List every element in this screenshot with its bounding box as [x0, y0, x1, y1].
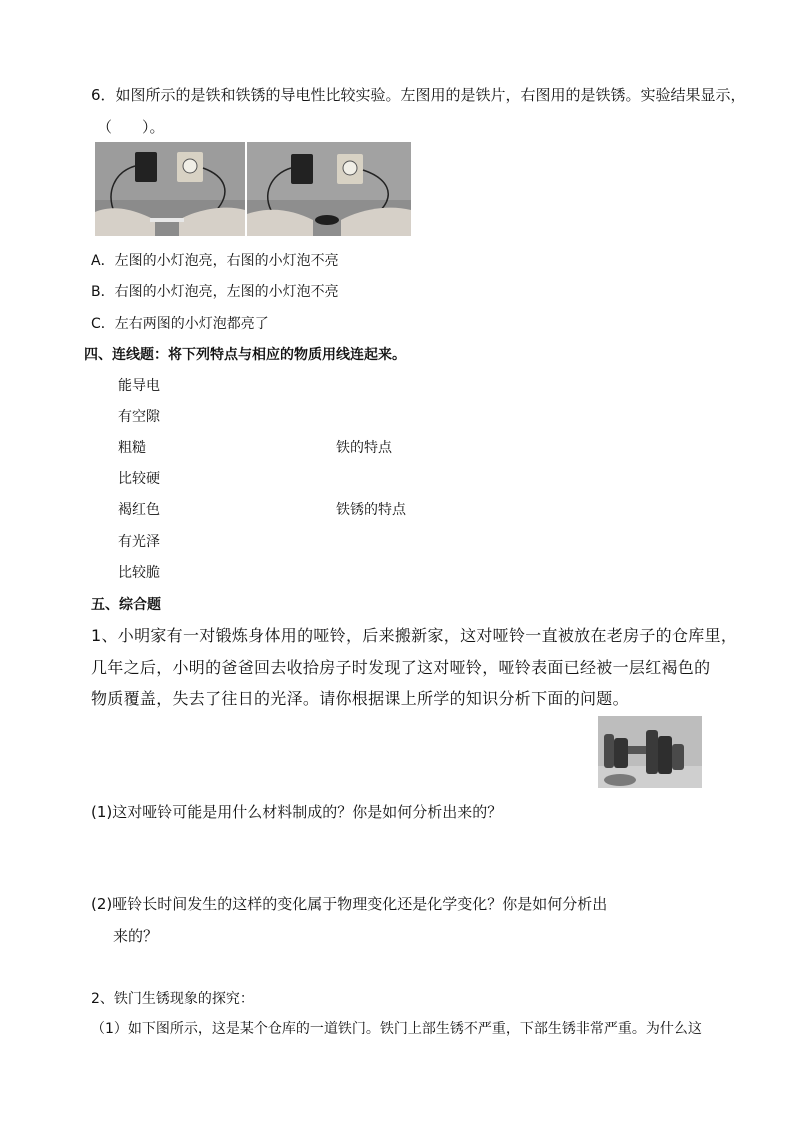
- dumbbell-photo: [598, 716, 702, 788]
- p1-line1: 1、小明家有一对锻炼身体用的哑铃，后来搬新家，这对哑铃一直被放在老房子的仓库里，: [91, 626, 738, 645]
- option-a: A．左图的小灯泡亮，右图的小灯泡不亮: [91, 253, 339, 269]
- match-left-item: 有空隙: [118, 409, 160, 425]
- match-left-item: 粗糙: [118, 440, 146, 456]
- match-right-item: 铁的特点: [336, 440, 392, 456]
- section5-heading: 五、综合题: [91, 597, 161, 613]
- q2-line2: 来的？: [113, 927, 159, 945]
- p2-q1: （1）如下图所示，这是某个仓库的一道铁门。铁门上部生锈不严重，下部生锈非常严重。为什么这: [91, 1021, 702, 1037]
- iron-sheet-circuit-photo: [95, 142, 245, 236]
- match-left-item: 比较硬: [118, 471, 160, 487]
- q1: (1)这对哑铃可能是用什么材料制成的？你是如何分析出来的？: [91, 803, 503, 821]
- match-left-item: 比较脆: [118, 565, 160, 581]
- option-b: B．右图的小灯泡亮，左图的小灯泡不亮: [91, 284, 339, 300]
- match-left-item: 褐红色: [118, 502, 160, 518]
- q6-line1: 6．如图所示的是铁和铁锈的导电性比较实验。左图用的是铁片，右图用的是铁锈。实验结果显示，: [91, 86, 746, 104]
- p1-line2: 几年之后，小明的爸爸回去收拾房子时发现了这对哑铃，哑铃表面已经被一层红褐色的: [91, 658, 711, 677]
- p1-line3: 物质覆盖，失去了往日的光泽。请你根据课上所学的知识分析下面的问题。: [91, 689, 629, 708]
- match-right-item: 铁锈的特点: [336, 502, 406, 518]
- iron-rust-circuit-photo: [247, 142, 411, 236]
- match-left-item: 有光泽: [118, 534, 160, 550]
- q2-line1: (2)哑铃长时间发生的这样的变化属于物理变化还是化学变化？你是如何分析出: [91, 895, 608, 913]
- match-left-item: 能导电: [118, 378, 160, 394]
- option-c: C．左右两图的小灯泡都亮了: [91, 316, 269, 332]
- p2-heading: 2、铁门生锈现象的探究：: [91, 991, 254, 1007]
- q6-answer-blank: （ ）。: [97, 118, 165, 136]
- section4-heading: 四、连线题：将下列特点与相应的物质用线连起来。: [84, 347, 406, 363]
